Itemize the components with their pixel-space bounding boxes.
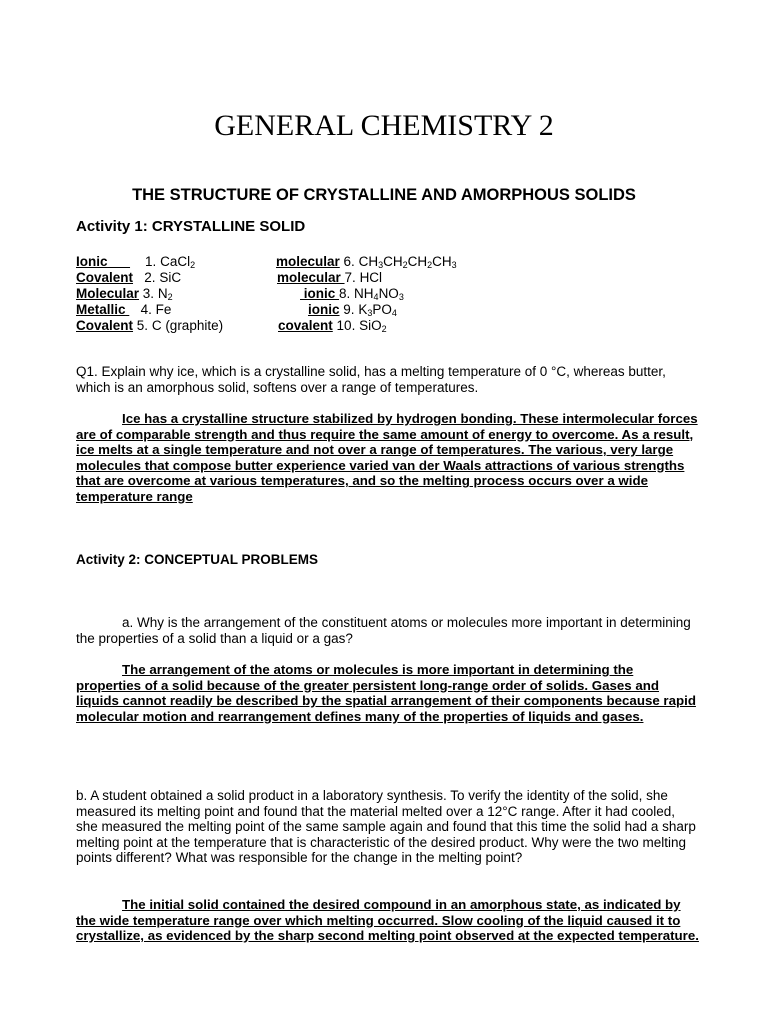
formula: $N_2$ [157, 286, 173, 302]
formula: SiO$_2$ [359, 318, 387, 334]
formula: $CH_3CH_2CH_2CH_3$ [358, 254, 457, 270]
solid-type-label: Metallic [76, 302, 126, 317]
solid-type-label: Covalent [76, 270, 134, 285]
classification-row-5 [76, 318, 223, 334]
classification-row-6 [276, 254, 457, 270]
solid-type-label: covalent [278, 318, 333, 333]
formula: CaCl$_2$ [160, 254, 196, 270]
item-number: 8. [339, 286, 351, 301]
formula: HCl [359, 270, 383, 285]
solid-type-label: Ionic [76, 254, 108, 269]
item-number: 3. [142, 286, 155, 301]
question-b: b. A student obtained a solid product in a laboratory synthesis. To verify the identity of the solid, she measured its melting point and found that the material melted over a 12°C range. After it had cooled, she measured the melting point of the same sample again and found that this time the solid had a sharp melting point at the temperature that is characteristic of the desired product. Why were the two melting points different? What was responsible for the change in the melting point? [76, 788, 696, 866]
classification-row-4 [76, 302, 223, 318]
formula: SiC [159, 270, 182, 285]
item-number: 9. [343, 302, 355, 317]
item-number: 6. [343, 254, 355, 269]
q1-question: Q1. Explain why ice, which is a crystalline solid, has a melting temperature of 0 °C, whereas butter, which is an amorphous solid, softens over a range of temperatures. [76, 364, 666, 395]
classification-left-column [76, 254, 223, 334]
classification-row-7 [276, 270, 457, 286]
solid-type-label: Covalent [76, 318, 134, 333]
question-a: a. Why is the arrangement of the constituent atoms or molecules more important in determining the properties of a solid than a liquid or a gas? [76, 615, 691, 646]
item-number: 4. [140, 302, 152, 317]
activity1-heading: Activity 1: CRYSTALLINE SOLID [76, 218, 306, 235]
formula: Fe [155, 302, 172, 317]
classification-row-2 [76, 270, 223, 286]
formula: C (graphite) [151, 318, 224, 333]
solid-type-label: ionic [300, 286, 340, 301]
item-number: 5. [136, 318, 149, 333]
document-title: GENERAL CHEMISTRY 2 [214, 109, 554, 142]
answer-b: The initial solid contained the desired compound in an amorphous state, as indicated by the wide temperature range over which melting occurred. Slow cooling of the liquid caused it to crystallize, as evidenced by the sharp second melting point observed at the expected temperature. [76, 897, 699, 944]
classification-row-9 [276, 302, 457, 318]
item-number: 10. [336, 318, 356, 333]
classification-row-1 [76, 254, 223, 270]
q1-answer: Ice has a crystalline structure stabilized by hydrogen bonding. These intermolecular forces are of comparable strength and thus require the same amount of energy to overcome. As a result, ice melts at a single temperature and not over a range of temperatures. The various, very large molecules that compose butter experience varied van der Waals attractions of various strengths that are overcome at various temperatures, and so the melting process occurs over a wide temperature range [76, 411, 698, 504]
solid-type-label: Molecular [76, 286, 140, 301]
activity2-heading: Activity 2: CONCEPTUAL PROBLEMS [76, 552, 319, 567]
solid-type-label: molecular [277, 270, 345, 285]
answer-a: The arrangement of the atoms or molecules is more important in determining the properties of a solid because of the greater persistent long-range order of solids. Gases and liquids cannot readily be described by the spatial arrangement of their components because rapid molecular motion and rearrangement defines many of the properties of liquids and gases. [76, 662, 696, 724]
item-number: 7. [344, 270, 356, 285]
item-number: 1. [145, 254, 157, 269]
classification-row-8 [276, 286, 457, 302]
solid-type-label: molecular [276, 254, 340, 269]
formula: $K_3PO_4$ [358, 302, 397, 318]
item-number: 2. [144, 270, 156, 285]
solid-type-label: ionic [308, 302, 340, 317]
classification-right-column [276, 254, 457, 334]
section-title: THE STRUCTURE OF CRYSTALLINE AND AMORPHOUS SOLIDS [132, 186, 636, 204]
classification-row-3 [76, 286, 223, 302]
classification-row-10 [276, 318, 457, 334]
formula: $NH_4NO_3$ [354, 286, 404, 302]
